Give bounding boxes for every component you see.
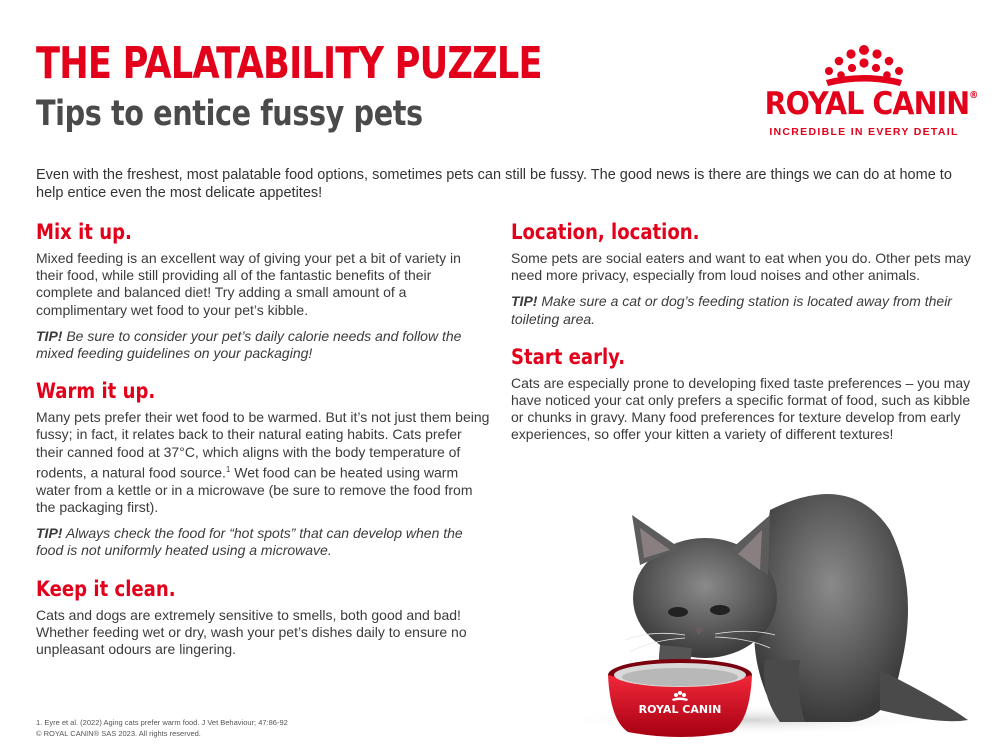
logo-wordmark: ROYAL CANIN® [764, 86, 978, 122]
tip-text: TIP! Be sure to consider your pet’s daily calorie needs and follow the mixed feeding guidelines on your packaging! [36, 327, 462, 362]
section-heading: Keep it clean. [36, 576, 176, 601]
tip-label: TIP! [36, 525, 63, 542]
royal-canin-logo [756, 44, 978, 140]
footnote-ref: 1 [225, 464, 231, 474]
tip-label: TIP! [36, 327, 63, 344]
tip-text: TIP! Make sure a cat or dog’s feeding station is located away from their toileting area. [511, 293, 952, 327]
section-body: Cats are especially prone to developing fixed taste preferences – you may have noticed your cat only prefers a specific format of food, such as kibble or chunks in gravy. Many food preferences for texture develop from early experiences, so offer your kitten a variety of different textures! [511, 374, 971, 443]
footer [36, 717, 288, 739]
section-mix-it-up [36, 220, 491, 362]
section-heading: Location, location. [511, 220, 700, 244]
page-subtitle: Tips to entice fussy pets [36, 94, 423, 134]
section-location [511, 220, 975, 328]
section-heading: Warm it up. [36, 379, 156, 404]
tip-text: TIP! Always check the food for “hot spots” that can develop when the food is not uniformly heated using a microwave. [36, 525, 463, 559]
section-body: Mixed feeding is an excellent way of giving your pet a bit of variety in their food, while still providing all of the fantastic benefits of their complete and balanced diet! Try adding a small amount of a complimentary wet food to your pet’s kibble. [36, 250, 461, 318]
section-body: Many pets prefer their wet food to be warmed. But it’s not just them being fussy; in fact, it relates back to their natural eating habits. Cats prefer their canned food at 37°C, which aligns with the body temperature of rodents, a natural food source.$^1$ Wet food can be heated using warm water from a kettle or in a microwave (be sure to remove the food from the packaging first). [36, 409, 490, 515]
section-keep-it-clean [36, 577, 491, 659]
crown-icon [816, 44, 912, 90]
section-warm-it-up [36, 379, 491, 559]
left-column [36, 220, 491, 675]
section-body: Cats and dogs are extremely sensitive to smells, both good and bad! Whether feeding wet or dry, wash your pet’s dishes daily to ensure no unpleasant odours are lingering. [36, 606, 467, 657]
intro-paragraph: Even with the freshest, most palatable food options, sometimes pets can still be fussy. The good news is there are things we can do at home to help entice even the most delicate appetites! [36, 167, 952, 201]
bowl-brand-label: ROYAL CANIN [638, 703, 722, 716]
section-heading: Start early. [511, 344, 626, 369]
tip-label: TIP! [511, 293, 538, 310]
section-start-early [511, 345, 975, 444]
page-title: THE PALATABILITY PUZZLE [36, 38, 542, 89]
logo-tagline: INCREDIBLE IN EVERY DETAIL [769, 126, 959, 138]
kitten-with-bowl-image [580, 470, 990, 750]
footnote-reference: 1. Eyre et al. (2022) Aging cats prefer warm food. J Vet Behaviour; 47:86-92 [36, 718, 288, 727]
right-column [511, 220, 975, 461]
section-body: Some pets are social eaters and want to eat when you do. Other pets may need more privacy, especially from loud noises and other animals. [511, 250, 971, 284]
copyright-notice: © ROYAL CANIN® SAS 2023. All rights reserved. [36, 729, 201, 738]
section-heading: Mix it up. [36, 220, 132, 244]
